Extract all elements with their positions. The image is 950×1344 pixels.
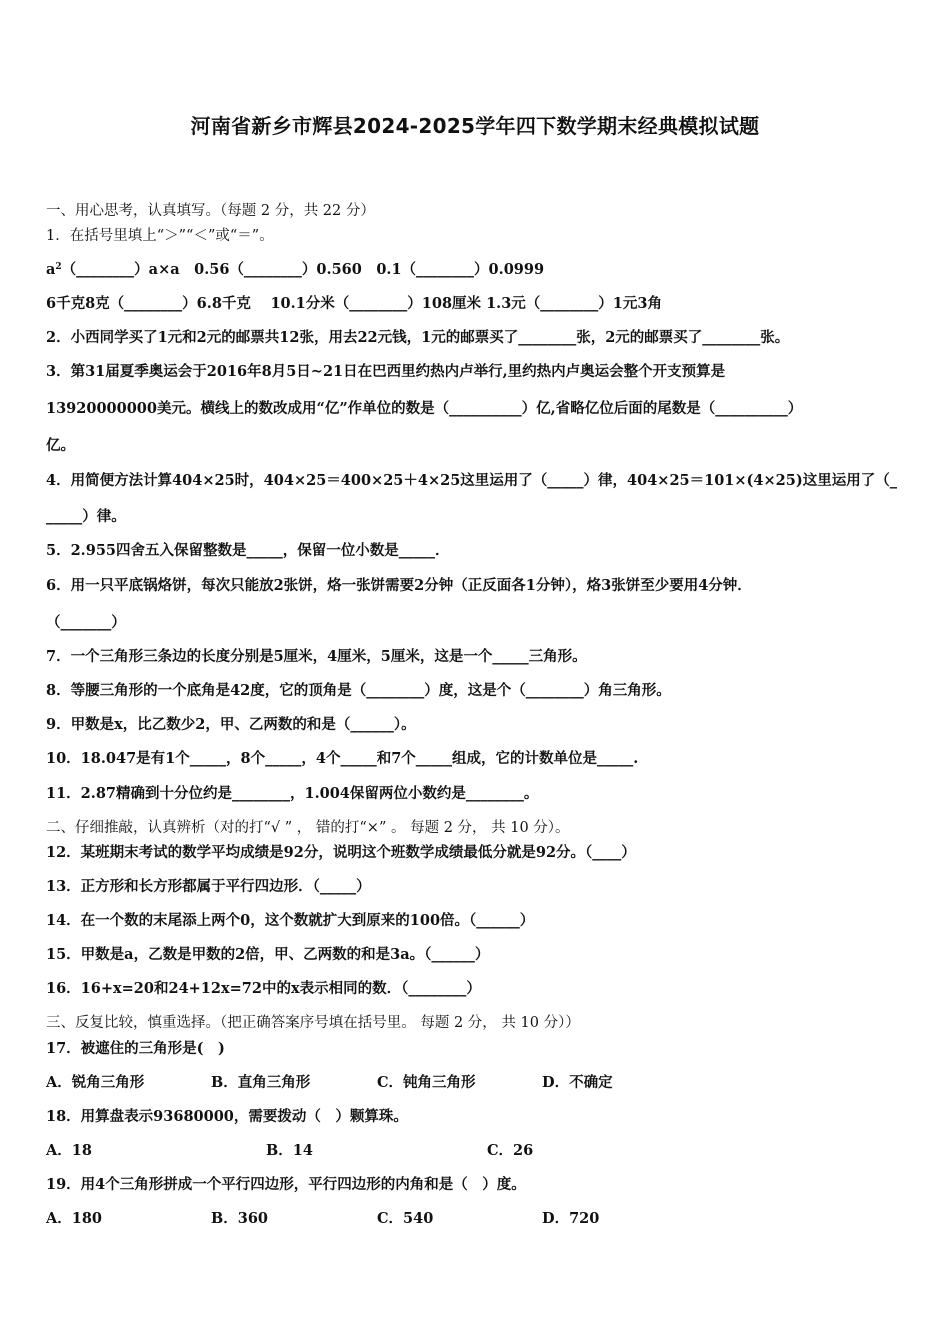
option-b: B．360 [211, 1210, 269, 1227]
question-8: 8．等腰三角形的一个底角是42度，它的顶角是（________）度，这是个（________）角三角形。 [46, 682, 671, 699]
question-6: 6．用一只平底锅烙饼，每次只能放2张饼，烙一张饼需要2分钟（正反面各1分钟），烙3张饼至少要用4分钟． [46, 577, 752, 594]
q1a-var: a [46, 261, 56, 278]
option-a: A．锐角三角形 [46, 1074, 145, 1091]
q1a-rest: （________）a×a 0.56（________）0.560 0.1（________）0.0999 [61, 261, 545, 278]
question-16: 16．16+x=20和24+12x=72中的x表示相同的数．（________） [46, 980, 481, 997]
question-4: 4．用简便方法计算404×25时，404×25＝400×25＋4×25这里运用了（_____）律，404×25＝101×(4×25)这里运用了（_ [46, 472, 897, 489]
page-title: 河南省新乡市辉县2024-2025学年四下数学期末经典模拟试题 [190, 114, 760, 138]
question-18: 18．用算盘表示93680000，需要拨动（ ）颗算珠。 [46, 1108, 408, 1125]
question-5: 5．2.955四舍五入保留整数是_____，保留一位小数是_____． [46, 542, 450, 559]
question-17: 17．被遮住的三角形是( ) [46, 1040, 225, 1057]
question-14: 14．在一个数的末尾添上两个0，这个数就扩大到原来的100倍。（______） [46, 912, 535, 929]
question-3-cont: 13920000000美元。横线上的数改成用“亿”作单位的数是（__________）亿,省略亿位后面的尾数是（__________） [46, 400, 803, 417]
section-heading: 二、仔细推敲，认真辨析（对的打“√ ” ， 错的打“×” 。 每题 2 分， 共 10 分）。 [46, 820, 570, 836]
option-b: B．14 [266, 1142, 313, 1159]
question-15: 15．甲数是a，乙数是甲数的2倍，甲、乙两数的和是3a。（______） [46, 946, 490, 963]
option-c: C．26 [487, 1142, 534, 1159]
option-c: C．540 [377, 1210, 434, 1227]
question-9: 9．甲数是x，比乙数少2，甲、乙两数的和是（______）。 [46, 716, 416, 733]
q1a-exponent: 2 [55, 262, 62, 272]
question-19: 19．用4个三角形拼成一个平行四边形，平行四边形的内角和是（ ）度。 [46, 1176, 526, 1193]
question-1-row-b: 6千克8克（________）6.8千克 10.1分米（________）108厘米 1.3元（________）1元3角 [46, 295, 662, 312]
question-7: 7．一个三角形三条边的长度分别是5厘米，4厘米，5厘米，这是一个_____三角形。 [46, 648, 587, 665]
option-d: D．720 [542, 1210, 600, 1227]
question-13: 13．正方形和长方形都属于平行四边形．（_____） [46, 878, 371, 895]
question-10: 10．18.047是有1个_____，8个_____，4个_____和7个_____组成，它的计数单位是_____. [46, 750, 639, 767]
option-c: C．钝角三角形 [377, 1074, 476, 1091]
option-a: A．180 [46, 1210, 103, 1227]
section-heading: 一、用心思考，认真填写。（每题 2 分，共 22 分） [46, 203, 375, 219]
question-1-row-a [46, 260, 916, 280]
option-d: D．不确定 [542, 1074, 613, 1091]
question-2: 2．小西同学买了1元和2元的邮票共12张，用去22元钱，1元的邮票买了________张，2元的邮票买了________张。 [46, 329, 790, 346]
option-b: B．直角三角形 [211, 1074, 311, 1091]
question-6-cont: （_______） [46, 614, 126, 631]
question-11: 11．2.87精确到十分位约是________，1.004保留两位小数约是________。 [46, 785, 539, 802]
question-4-cont: _____）律。 [46, 508, 126, 525]
question-1: 1．在括号里填上“＞”“＜”或“＝”。 [46, 228, 274, 244]
section-heading: 三、反复比较，慎重选择。（把正确答案序号填在括号里。 每题 2 分， 共 10 分）） [46, 1015, 580, 1031]
option-a: A．18 [46, 1142, 92, 1159]
question-3: 3．第31届夏季奥运会于2016年8月5日~21日在巴西里约热内卢举行,里约热内卢奥运会整个开支预算是 [46, 363, 726, 380]
question-3-cont: 亿。 [46, 437, 75, 454]
question-12: 12．某班期末考试的数学平均成绩是92分，说明这个班数学成绩最低分就是92分。（____） [46, 844, 636, 861]
